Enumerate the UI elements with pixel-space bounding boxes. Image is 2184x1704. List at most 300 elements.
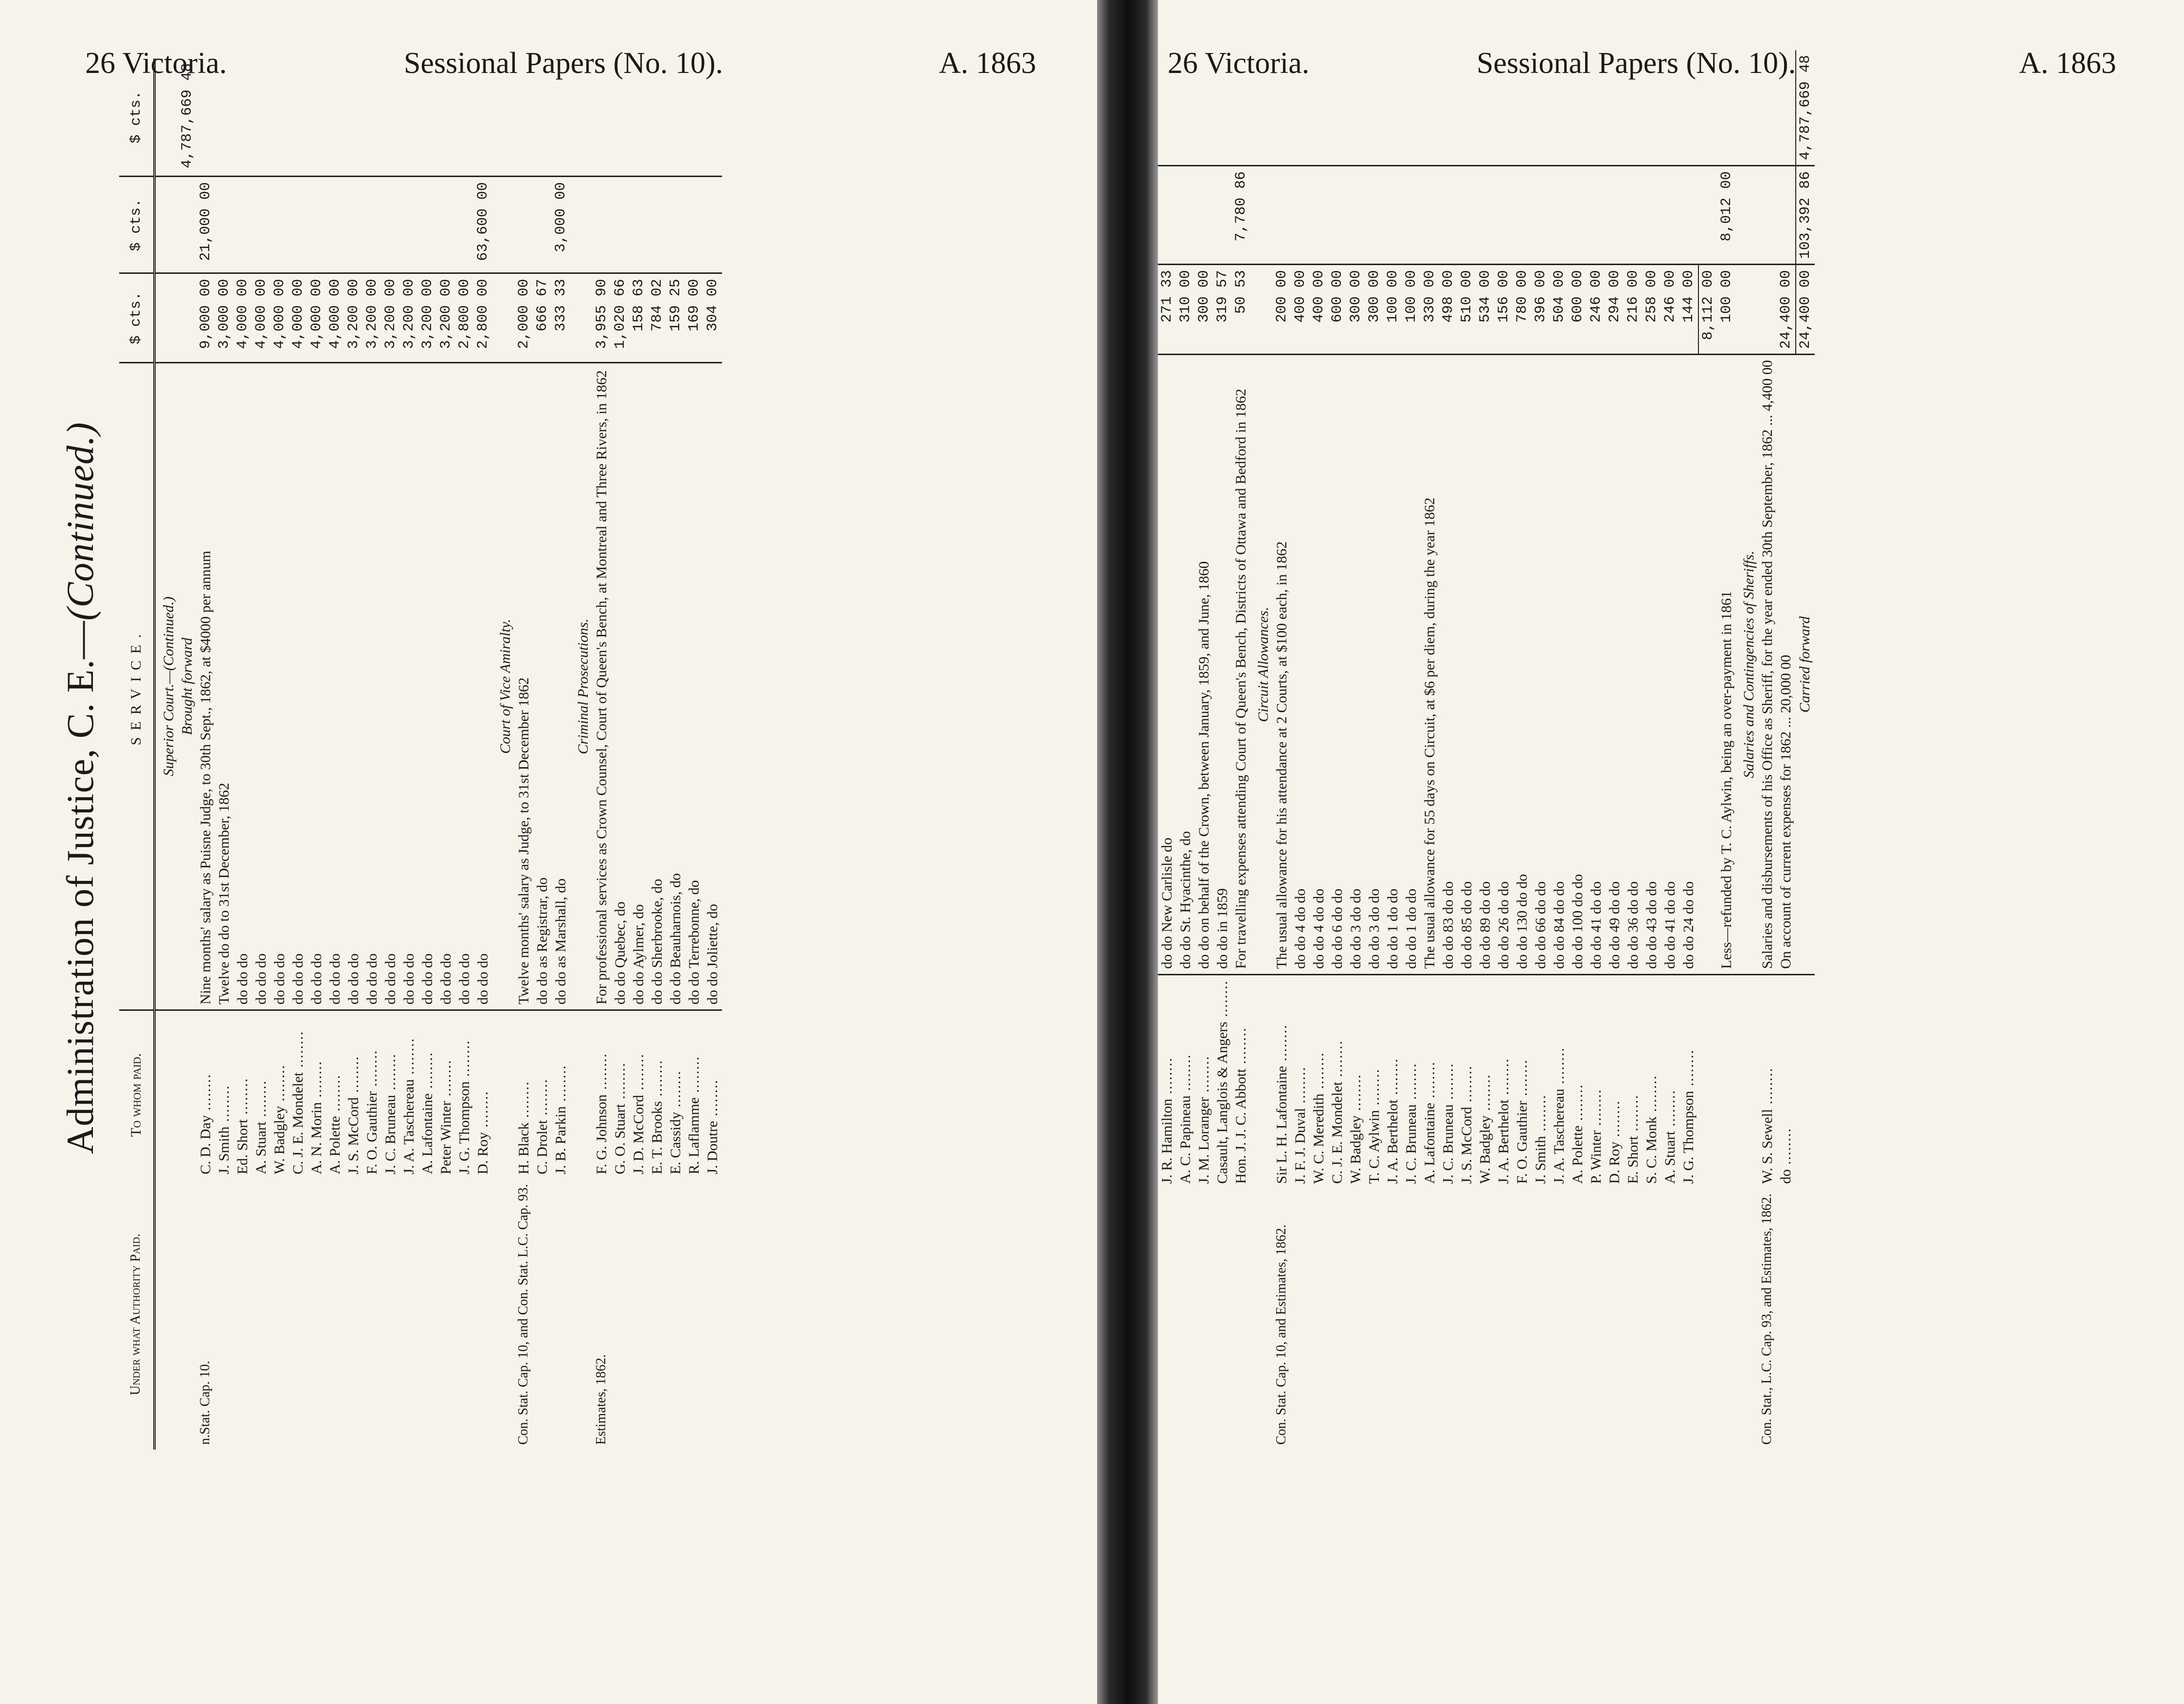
amount-2-cell [533,177,552,273]
payee-cell: J. Smith ..... [215,1010,234,1179]
authority-cell [1365,1189,1384,1450]
amount-2-cell [1569,166,1587,265]
amount-2-cell [1176,166,1195,265]
amount-1-cell: 2,800 00 [455,273,474,363]
service-cell: do do do [290,953,306,1004]
amount-2-cell [1195,166,1213,265]
service-cell: do do 83 do do [1440,881,1456,969]
service-cell: do do New Carlisle do [1159,837,1175,969]
service-cell: do do Terrebonne, do [686,880,702,1004]
payee-cell: W. Badgley ..... [271,1010,289,1179]
amount-3-cell [1495,50,1513,166]
payee-cell: W. Badgley ..... [1476,974,1495,1188]
amount-3-cell [1661,50,1679,166]
service-cell: do do 4 do do [1292,888,1308,969]
authority-cell [1495,1189,1513,1450]
authority-cell [326,1179,344,1450]
amount-3-cell [418,58,437,177]
amount-1-cell: 4,000 00 [271,273,289,363]
amount-1-cell: 8,112 00 [1698,265,1717,355]
service-cell: do do as Marshall, do [553,878,569,1004]
payee-cell: H. Black ..... [515,1010,533,1179]
authority-cell [611,1179,630,1450]
amount-3-cell [1758,50,1777,166]
amount-1-cell: 100 00 [1402,265,1421,355]
amount-3-cell [326,58,344,177]
service-cell: do do St. Hyacinthe, do [1177,831,1193,969]
ledger-row [1569,50,1587,1450]
authority-cell [1777,1189,1796,1450]
ledger-row [381,58,400,1450]
ledger-row [455,58,474,1450]
amount-1-cell: 3,955 90 [593,273,611,363]
left-header-reign: 26 Victoria. [85,47,227,80]
ledger-row [1587,50,1606,1450]
amount-1-cell: 156 00 [1495,265,1513,355]
amount-2-cell [437,177,455,273]
amount-2-cell [178,177,197,273]
payee-cell: J. M. Loranger ..... [1195,974,1213,1188]
amount-1-cell: 3,200 00 [344,273,363,363]
service-cell: For travelling expenses attending Court of Queen's Bench, Districts of Ottawa and Bedford in 1862 [1233,389,1249,969]
authority-cell [1310,1189,1328,1450]
payee-cell: C. D. Day ..... [197,1010,215,1179]
amount-1-cell: 294 00 [1606,265,1624,355]
amount-2-cell [1495,166,1513,265]
authority-cell [648,1179,667,1450]
ledger-row [1661,50,1679,1450]
amount-1-cell: 3,200 00 [381,273,400,363]
amount-3-cell [1328,50,1347,166]
authority-cell [492,1179,515,1450]
authority-cell [1532,1189,1550,1450]
amount-3-cell [1232,50,1250,166]
service-cell: Brought forward [179,637,195,735]
service-cell: The usual allowance for his attendance at 2 Courts, at $100 each, in 1862 [1274,541,1290,969]
amount-1-cell [492,273,515,363]
amount-1-cell: 400 00 [1291,265,1310,355]
payee-cell: A. Stuart ..... [252,1010,271,1179]
amount-1-cell: 3,200 00 [418,273,437,363]
amount-1-cell: 3,200 00 [400,273,418,363]
service-cell: do do as Registrar, do [534,877,550,1004]
left-header-papers: Sessional Papers (No. 10). [404,47,723,80]
service-cell: For professional services as Crown Counsel, Court of Queen's Bench, at Montreal and Three Rivers, in 1862 [594,370,610,1004]
payee-cell: F. O. Gauthier ..... [1513,974,1532,1188]
amount-2-cell [1158,166,1176,265]
payee-cell: J. Smith ..... [1532,974,1550,1188]
service-cell: do do Beauharnois, do [668,873,684,1004]
authority-cell [1458,1189,1476,1450]
right-header-year: A. 1863 [2019,47,2116,80]
payee-cell: J. G. Thompson ..... [1679,974,1698,1188]
authority-cell [1232,1189,1250,1450]
amount-3-cell [1679,50,1698,166]
ledger-row [400,58,418,1450]
amount-1-cell: 3,200 00 [363,273,381,363]
amount-2-cell [1310,166,1328,265]
amount-3-cell [1458,50,1476,166]
amount-1-cell: 144 00 [1679,265,1698,355]
payee-cell: J. C. Bruneau ..... [381,1010,400,1179]
amount-2-cell [685,177,704,273]
amount-3-cell: 4,787,669 48 [1796,50,1815,166]
payee-cell: J. A. Taschereau ..... [1550,974,1569,1188]
authority-cell [1158,1189,1176,1450]
authority-cell [1213,1189,1232,1450]
amount-1-cell: 4,000 00 [289,273,307,363]
ledger-row [704,58,722,1450]
authority-cell [289,1179,307,1450]
ledger-row [474,58,492,1450]
authority-cell [685,1179,704,1450]
amount-2-cell [326,177,344,273]
ledger-row [1158,50,1176,1450]
ledger-row [593,58,611,1450]
amount-2-cell [1606,166,1624,265]
ledger-row [1421,50,1439,1450]
service-cell: do do do [364,953,380,1004]
payee-cell [1736,974,1758,1188]
authority-cell [1347,1189,1365,1450]
payee-cell [1698,974,1717,1188]
authority-cell [1661,1189,1679,1450]
amount-1-cell: 3,000 00 [215,273,234,363]
service-cell: Salaries and disbursements of his Office as Sheriff, for the year ended 30th September, 1862 ... 4,400 00 [1759,360,1775,969]
ledger-row [1606,50,1624,1450]
amount-3-cell [1291,50,1310,166]
amount-3-cell [1421,50,1439,166]
service-cell: Nine months' salary as Puisne Judge, to 30th Sept., 1862, at $4000 per annum [198,551,214,1004]
payee-cell [1796,974,1815,1188]
ledger-row [1513,50,1532,1450]
amount-2-cell [1213,166,1232,265]
amount-2-cell: 3,000 00 [552,177,570,273]
service-cell: do do do [271,953,288,1004]
authority-cell [1195,1189,1213,1450]
payee-cell: C. J. E. Mondelet ..... [289,1010,307,1179]
amount-3-cell [552,58,570,177]
amount-1-cell [1758,265,1777,355]
ledger-row [1717,50,1736,1450]
amount-2-cell [1777,166,1796,265]
amount-3-cell [1347,50,1365,166]
authority-cell [344,1179,363,1450]
payee-cell: J. Doutre ..... [704,1010,722,1179]
amount-3-cell [667,58,685,177]
amount-1-cell: 50 53 [1232,265,1250,355]
amount-1-cell [1736,265,1758,355]
ledger-row [363,58,381,1450]
ledger-row [289,58,307,1450]
payee-cell: J. C. Bruneau ..... [1439,974,1458,1188]
authority-cell [1624,1189,1643,1450]
payee-cell [1717,974,1736,1188]
payee-cell: E. Cassidy ..... [667,1010,685,1179]
payee-cell: W. S. Sewell ..... [1758,974,1777,1188]
amount-3-cell [271,58,289,177]
amount-3-cell [515,58,533,177]
amount-1-cell: 24,400 00 [1796,265,1815,355]
amount-2-cell [1513,166,1532,265]
service-cell: do do 66 do do [1533,881,1549,969]
amount-1-cell [155,273,179,363]
service-cell: The usual allowance for 55 days on Circuit, at $6 per diem, during the year 1862 [1422,497,1438,969]
amount-3-cell [1587,50,1606,166]
amount-3-cell [381,58,400,177]
amount-1-cell: 319 57 [1213,265,1232,355]
authority-cell [474,1179,492,1450]
amount-2-cell [1532,166,1550,265]
left-page-title [58,58,102,1518]
ledger-row [533,58,552,1450]
authority-cell [252,1179,271,1450]
service-cell: do do 26 do do [1496,881,1512,969]
authority-cell [667,1179,685,1450]
ledger-row [418,58,437,1450]
amount-1-cell: 300 00 [1347,265,1365,355]
amount-1-cell: 666 67 [533,273,552,363]
col-paid: To whom paid. [119,1010,155,1179]
amount-3-cell [1213,50,1232,166]
amount-3-cell [648,58,667,177]
amount-1-cell: 304 00 [704,273,722,363]
ledger-row [1384,50,1402,1450]
ledger-row [197,58,215,1450]
authority-cell [1569,1189,1587,1450]
amount-3-cell [1195,50,1213,166]
payee-cell: Peter Winter ..... [437,1010,455,1179]
authority-cell: Con. Stat. Cap. 10, and Con. Stat. L.C. Cap. 93. [516,1184,531,1445]
col-authority: Under what Authority Paid. [119,1179,155,1450]
amount-1-cell: 333 33 [552,273,570,363]
ledger-row [178,58,197,1450]
amount-3-cell [215,58,234,177]
amount-1-cell: 300 00 [1195,265,1213,355]
authority-cell [307,1179,326,1450]
payee-cell: A. Polette ..... [326,1010,344,1179]
service-cell: do do do [401,953,417,1004]
ledger-row [492,58,515,1450]
col-amount-3: $ cts. [119,58,155,177]
authority-cell: Con. Stat., L.C. Cap. 93, and Estimates, 1862. [1759,1193,1774,1445]
ledger-row [1643,50,1661,1450]
service-cell: Less—refunded by T. C. Aylwin, being an over-payment in 1861 [1718,591,1734,969]
amount-2-cell [1550,166,1569,265]
amount-2-cell [1476,166,1495,265]
ledger-row [1195,50,1213,1450]
payee-cell: W. Badgley ..... [1347,974,1365,1188]
left-ledger-table [119,58,722,1450]
payee-cell: G. O. Stuart ..... [611,1010,630,1179]
payee-cell [570,1010,593,1179]
payee-cell: A. Lafontaine ..... [418,1010,437,1179]
authority-cell [1513,1189,1532,1450]
payee-cell: A. Lafontaine ..... [1421,974,1439,1188]
service-cell: do do 6 do do [1329,888,1345,969]
amount-1-cell: 246 00 [1661,265,1679,355]
amount-3-cell [400,58,418,177]
payee-cell: J. B. Parkin ..... [552,1010,570,1179]
ledger-row [1679,50,1698,1450]
service-cell: On account of current expenses for 1862 ... 20,000 00 [1778,655,1794,969]
right-ledger-body [1158,50,1815,1450]
authority-cell [178,1179,197,1450]
amount-2-cell [570,177,593,273]
payee-cell: Ed. Short ..... [234,1010,252,1179]
amount-2-cell [381,177,400,273]
payee-cell: J. A. Berthelot ..... [1384,974,1402,1188]
authority-cell [455,1179,474,1450]
amount-3-cell [1513,50,1532,166]
amount-1-cell: 4,000 00 [326,273,344,363]
amount-2-cell: 103,392 86 [1796,166,1815,265]
payee-cell: A. Polette ..... [1569,974,1587,1188]
authority-cell [363,1179,381,1450]
payee-cell: W. C. Meredith ..... [1310,974,1328,1188]
authority-cell [1328,1189,1347,1450]
service-cell: Criminal Prosecutions. [575,618,591,754]
service-cell: do do do [235,953,251,1004]
ledger-row [155,58,179,1450]
payee-cell [178,1010,197,1179]
amount-1-cell: 534 00 [1476,265,1495,355]
service-cell: do do 1 do do [1385,888,1401,969]
amount-2-cell: 8,012 00 [1717,166,1736,265]
amount-1-cell: 2,000 00 [515,273,533,363]
amount-2-cell [1679,166,1698,265]
amount-2-cell [1347,166,1365,265]
payee-cell: C. J. E. Mondelet ..... [1328,974,1347,1188]
amount-3-cell [704,58,722,177]
amount-2-cell [1698,166,1717,265]
authority-cell [1736,1189,1758,1450]
service-cell: Salaries and Contingencies of Sheriffs. [1741,551,1757,778]
service-cell: do do do [308,953,325,1004]
amount-2-cell [1587,166,1606,265]
amount-3-cell [1569,50,1587,166]
ledger-row [252,58,271,1450]
amount-2-cell [1439,166,1458,265]
col-service: SERVICE. [119,363,155,1010]
amount-3-cell [1550,50,1569,166]
ledger-row [648,58,667,1450]
ledger-row [667,58,685,1450]
amount-3-cell [1476,50,1495,166]
amount-3-cell [1310,50,1328,166]
authority-cell [1250,1189,1273,1450]
amount-2-cell [1365,166,1384,265]
authority-cell [155,1179,179,1450]
amount-2-cell [611,177,630,273]
amount-1-cell: 396 00 [1532,265,1550,355]
amount-1-cell: 510 00 [1458,265,1476,355]
amount-2-cell [492,177,515,273]
ledger-row [1328,50,1347,1450]
ledger-row [1458,50,1476,1450]
service-cell: do do on behalf of the Crown, between January, 1859, and June, 1860 [1196,561,1212,969]
amount-2-cell [234,177,252,273]
amount-3-cell [197,58,215,177]
service-cell: do do 85 do do [1459,881,1475,969]
authority-cell [400,1179,418,1450]
authority-cell [1717,1189,1736,1450]
payee-cell: F. G. Johnson ..... [593,1010,611,1179]
ledger-row [1758,50,1777,1450]
right-page [1158,0,2184,1704]
amount-3-cell [1158,50,1176,166]
ledger-row [1796,50,1815,1450]
ledger-row [437,58,455,1450]
amount-2-cell [1273,166,1291,265]
amount-2-cell [307,177,326,273]
authority-cell [1643,1189,1661,1450]
payee-cell: do ..... [1777,974,1796,1188]
authority-cell [1439,1189,1458,1450]
ledger-row [552,58,570,1450]
amount-3-cell [1402,50,1421,166]
payee-cell: J. D. McCord ..... [630,1010,648,1179]
payee-cell: A. C. Papineau ..... [1176,974,1195,1188]
amount-1-cell: 498 00 [1439,265,1458,355]
authority-cell [418,1179,437,1450]
authority-cell [1476,1189,1495,1450]
amount-1-cell: 24,400 00 [1777,265,1796,355]
amount-2-cell: 63,600 00 [474,177,492,273]
payee-cell: J. S. McCord ..... [1458,974,1476,1188]
amount-1-cell: 9,000 00 [197,273,215,363]
amount-2-cell [155,177,179,273]
authority-cell [1587,1189,1606,1450]
payee-cell [155,1010,179,1179]
amount-2-cell [1643,166,1661,265]
payee-cell: T. C. Aylwin ..... [1365,974,1384,1188]
authority-cell [437,1179,455,1450]
amount-3-cell [492,58,515,177]
amount-3-cell [1698,50,1717,166]
amount-3-cell [1273,50,1291,166]
authority-cell [1698,1189,1717,1450]
payee-cell: J. R. Hamilton ..... [1158,974,1176,1188]
authority-cell [215,1179,234,1450]
ledger-row [234,58,252,1450]
amount-3-cell [593,58,611,177]
payee-cell: A. Stuart ..... [1661,974,1679,1188]
amount-1-cell: 400 00 [1310,265,1328,355]
authority-cell [1606,1189,1624,1450]
amount-3-cell: 4,787,669 48 [178,58,197,177]
amount-2-cell [704,177,722,273]
amount-2-cell [455,177,474,273]
ledger-row [1495,50,1513,1450]
service-cell: do do do [419,953,435,1004]
amount-1-cell: 4,000 00 [234,273,252,363]
authority-cell [1291,1189,1310,1450]
ledger-row [570,58,593,1450]
left-header-year: A. 1863 [939,47,1036,80]
ledger-row [1176,50,1195,1450]
authority-cell [1421,1189,1439,1450]
amount-3-cell [1532,50,1550,166]
service-cell: do do Quebec, do [612,901,628,1004]
amount-1-cell: 2,800 00 [474,273,492,363]
right-ledger-table [1158,50,1815,1450]
service-cell: Superior Court.—(Continued.) [161,596,177,776]
service-cell: do do do [382,953,398,1004]
amount-2-cell [1291,166,1310,265]
amount-2-cell [1250,166,1273,265]
service-cell: Circuit Allowances. [1255,607,1271,722]
